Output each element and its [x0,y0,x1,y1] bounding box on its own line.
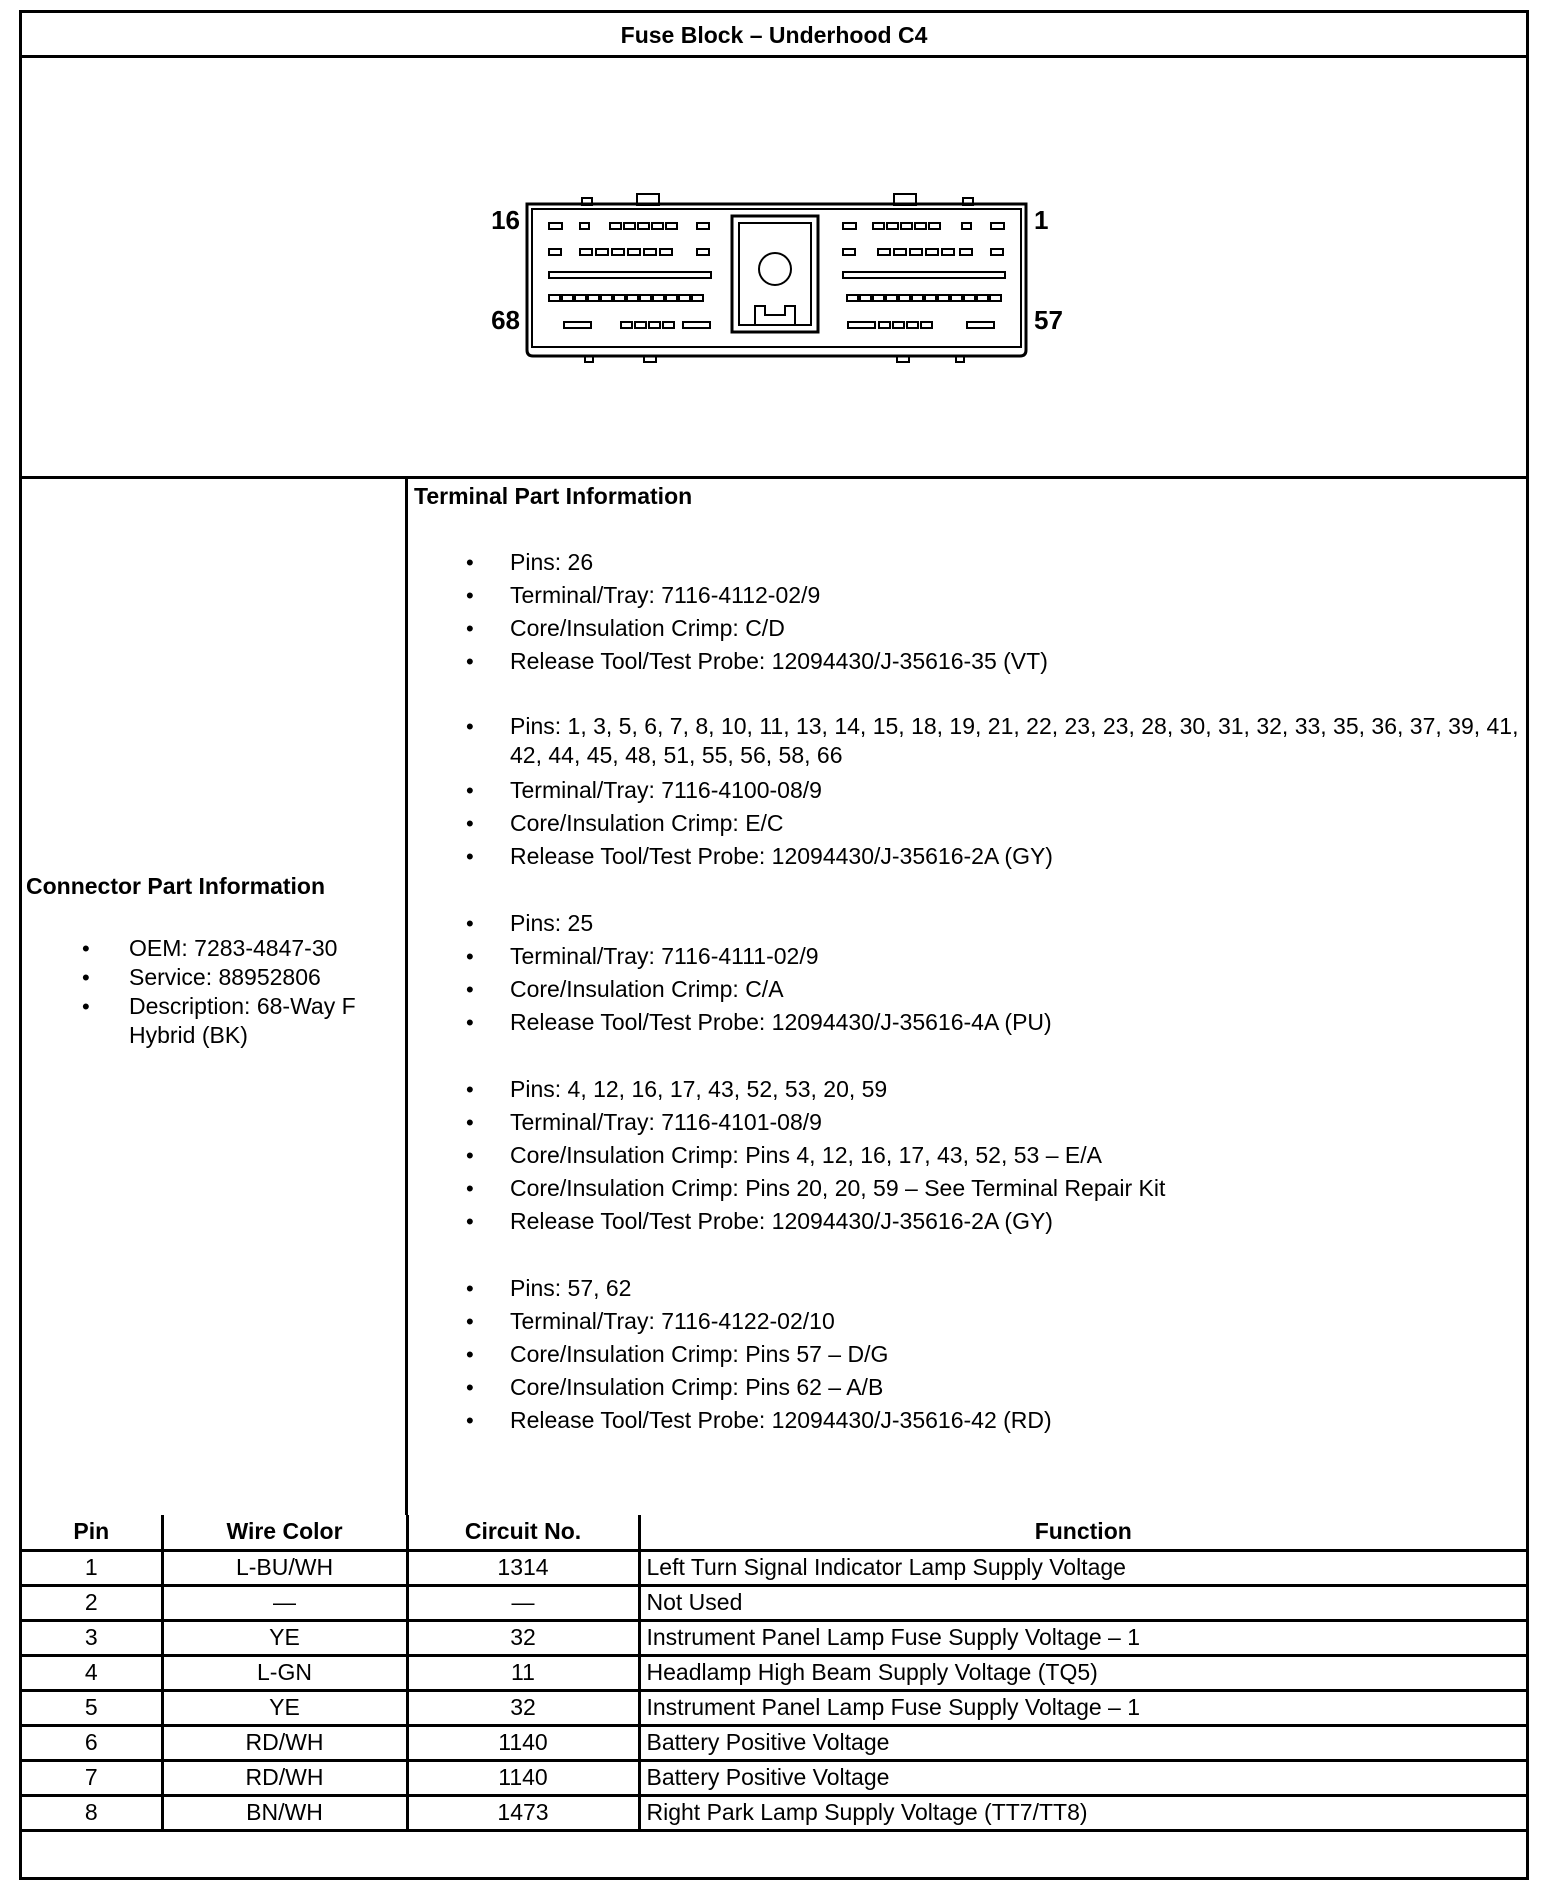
pin-cell: 8 [22,1795,162,1830]
list-item: • Release Tool/Test Probe: 12094430/J-35616-35 (VT) [414,645,1522,678]
list-item: • Core/Insulation Crimp: E/C [414,807,1522,840]
pin-cell: 2 [22,1585,162,1620]
list-item: • Core/Insulation Crimp: Pins 62 – A/B [414,1371,1522,1404]
pin-label-16: 16 [491,205,520,235]
circuit-cell: 1314 [407,1550,639,1585]
circuit-cell: 1140 [407,1760,639,1795]
column-header-pin: Pin [22,1515,162,1550]
terminal-part-info [414,483,1522,1471]
table-row [22,1760,1526,1795]
function-cell: Headlamp High Beam Supply Voltage (TQ5) [639,1655,1526,1690]
list-item: • Pins: 1, 3, 5, 6, 7, 8, 10, 11, 13, 14, 15, 18, 19, 21, 22, 23, 23, 28, 30, 31, 32, 33, 35, 36, 37, 39, 41, 42, 44, 45, 48, 51, 55, 56, 58, 66 [414,712,1522,770]
terminal-group [414,1073,1522,1238]
list-item: • Release Tool/Test Probe: 12094430/J-35616-4A (PU) [414,1006,1522,1039]
list-item: • Release Tool/Test Probe: 12094430/J-35616-2A (GY) [414,840,1522,873]
table-row [22,1725,1526,1760]
wire-color-cell: YE [162,1690,407,1725]
list-item: • Terminal/Tray: 7116-4122-02/10 [414,1305,1522,1338]
function-cell: Battery Positive Voltage [639,1760,1526,1795]
pin-label-1: 1 [1034,205,1049,235]
table-row [22,1690,1526,1725]
pin-cell: 5 [22,1690,162,1725]
pin-label-68: 68 [491,305,520,335]
function-cell: Instrument Panel Lamp Fuse Supply Voltage – 1 [639,1690,1526,1725]
circuit-cell: 1473 [407,1795,639,1830]
table-row [22,1655,1526,1690]
list-item: • Pins: 4, 12, 16, 17, 43, 52, 53, 20, 59 [414,1073,1522,1106]
wire-color-cell: BN/WH [162,1795,407,1830]
terminal-group [414,546,1522,678]
terminal-group [414,712,1522,873]
pin-cell: 6 [22,1725,162,1760]
pin-cell: 1 [22,1550,162,1585]
wire-color-cell: L-GN [162,1655,407,1690]
table-row [22,1585,1526,1620]
list-item: • Terminal/Tray: 7116-4101-08/9 [414,1106,1522,1139]
list-item: • Pins: 57, 62 [414,1272,1522,1305]
connector-sheet [19,10,1529,1880]
terminal-group [414,907,1522,1039]
column-header-function: Function [639,1515,1526,1550]
table-header-row [22,1515,1526,1550]
table-row [22,1795,1526,1830]
circuit-cell: — [407,1585,639,1620]
connector-part-info [26,873,406,1050]
connector-diagram [22,58,1526,488]
table-row [22,1620,1526,1655]
list-item: • Release Tool/Test Probe: 12094430/J-35616-42 (RD) [414,1404,1522,1437]
column-header-wire-color: Wire Color [162,1515,407,1550]
function-cell: Left Turn Signal Indicator Lamp Supply Voltage [639,1550,1526,1585]
circuit-cell: 1140 [407,1725,639,1760]
pin-cell: 4 [22,1655,162,1690]
list-item: • Description: 68-Way F Hybrid (BK) [26,992,406,1050]
list-item: • Terminal/Tray: 7116-4112-02/9 [414,579,1522,612]
list-item: • Core/Insulation Crimp: Pins 20, 20, 59 – See Terminal Repair Kit [414,1172,1522,1205]
circuit-cell: 11 [407,1655,639,1690]
list-item: • OEM: 7283-4847-30 [26,934,406,963]
wire-color-cell: L-BU/WH [162,1550,407,1585]
circuit-cell: 32 [407,1620,639,1655]
list-item: • Release Tool/Test Probe: 12094430/J-35616-2A (GY) [414,1205,1522,1238]
connector-face-drawing [22,58,1526,488]
function-cell: Right Park Lamp Supply Voltage (TT7/TT8) [639,1795,1526,1830]
list-item: • Terminal/Tray: 7116-4111-02/9 [414,940,1522,973]
column-header-circuit: Circuit No. [407,1515,639,1550]
wire-color-cell: — [162,1585,407,1620]
table-row [22,1550,1526,1585]
function-cell: Instrument Panel Lamp Fuse Supply Voltage – 1 [639,1620,1526,1655]
function-cell: Not Used [639,1585,1526,1620]
pin-cell: 3 [22,1620,162,1655]
list-item: • Core/Insulation Crimp: C/D [414,612,1522,645]
list-item: • Service: 88952806 [26,963,406,992]
terminal-group [414,1272,1522,1437]
connector-info-heading: Connector Part Information [26,873,326,899]
wire-color-cell: YE [162,1620,407,1655]
wire-color-cell: RD/WH [162,1760,407,1795]
page-title: Fuse Block – Underhood C4 [620,22,928,48]
function-cell: Battery Positive Voltage [639,1725,1526,1760]
list-item: • Core/Insulation Crimp: Pins 4, 12, 16, 17, 43, 52, 53 – E/A [414,1139,1522,1172]
pin-table [22,1515,1526,1832]
list-item: • Core/Insulation Crimp: C/A [414,973,1522,1006]
pin-label-57: 57 [1034,305,1063,335]
circuit-cell: 32 [407,1690,639,1725]
pin-cell: 7 [22,1760,162,1795]
list-item: • Core/Insulation Crimp: Pins 57 – D/G [414,1338,1522,1371]
list-item: • Pins: 26 [414,546,1522,579]
connector-info-list [26,934,406,1050]
list-item: • Pins: 25 [414,907,1522,940]
wire-color-cell: RD/WH [162,1725,407,1760]
list-item: • Terminal/Tray: 7116-4100-08/9 [414,774,1522,807]
terminal-info-heading: Terminal Part Information [414,483,693,509]
divider [22,476,1526,479]
